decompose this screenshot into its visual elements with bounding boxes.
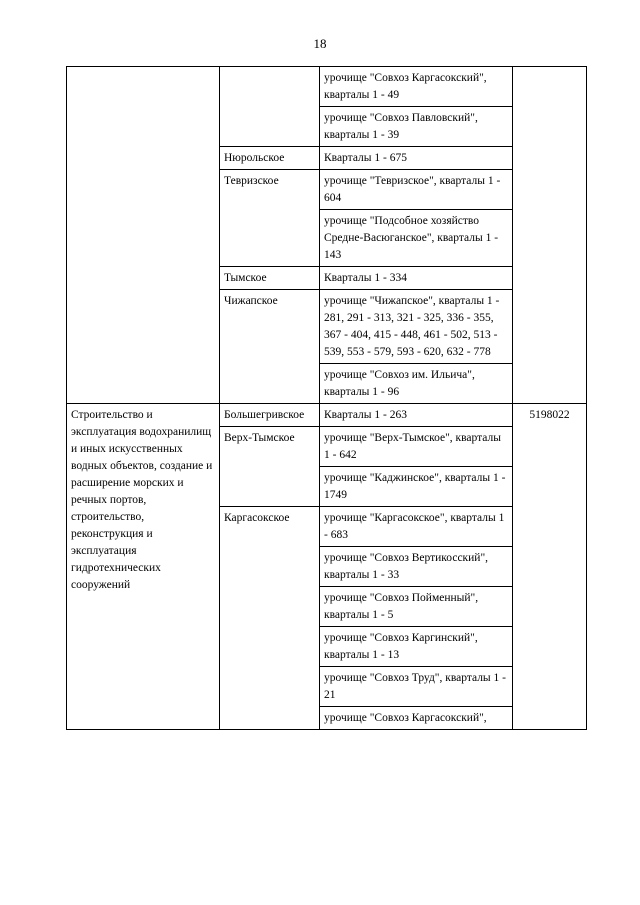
area-cell	[513, 67, 587, 404]
forestry-cell: Чижапское	[220, 290, 320, 404]
forestry-cell	[220, 67, 320, 147]
forestry-cell: Верх-Тымское	[220, 427, 320, 507]
tract-cell: урочище "Каргасокское", кварталы 1 - 683	[320, 507, 513, 547]
forestry-cell: Большегривское	[220, 404, 320, 427]
tract-cell: урочище "Совхоз Каргасокский", кварталы 1 - 49	[320, 67, 513, 107]
tract-cell: урочище "Совхоз Каргинский", кварталы 1 - 13	[320, 627, 513, 667]
tract-cell: урочище "Подсобное хозяйство Средне-Васюганское", кварталы 1 - 143	[320, 210, 513, 267]
forestry-cell: Тевризское	[220, 170, 320, 267]
forestry-cell: Тымское	[220, 267, 320, 290]
tract-cell: урочище "Совхоз Труд", кварталы 1 - 21	[320, 667, 513, 707]
tract-cell: урочище "Совхоз Вертикосский", кварталы 1 - 33	[320, 547, 513, 587]
area-cell: 5198022	[513, 404, 587, 730]
purpose-cell	[67, 67, 220, 404]
tract-cell: урочище "Каджинское", кварталы 1 - 1749	[320, 467, 513, 507]
tract-cell: урочище "Совхоз Каргасокский",	[320, 707, 513, 730]
purpose-cell: Строительство и эксплуатация водохранилищ и иных искусственных водных объектов, создание и расширение морских и речных портов, строительство, реконструкция и эксплуатация гидротехнических сооружений	[67, 404, 220, 730]
tract-cell: урочище "Совхоз им. Ильича", кварталы 1 - 96	[320, 364, 513, 404]
forestry-cell: Нюрольское	[220, 147, 320, 170]
tract-cell: Кварталы 1 - 675	[320, 147, 513, 170]
tract-cell: урочище "Верх-Тымское", кварталы 1 - 642	[320, 427, 513, 467]
table-row	[67, 404, 587, 427]
tract-cell: урочище "Чижапское", кварталы 1 - 281, 291 - 313, 321 - 325, 336 - 355, 367 - 404, 415 - 448, 461 - 502, 513 - 539, 553 - 579, 593 - 620, 632 - 778	[320, 290, 513, 364]
page-number: 18	[313, 36, 327, 51]
tract-cell: урочище "Совхоз Пойменный", кварталы 1 - 5	[320, 587, 513, 627]
tract-cell: Кварталы 1 - 334	[320, 267, 513, 290]
forestry-cell: Каргасокское	[220, 507, 320, 730]
table-row	[67, 67, 587, 107]
tract-cell: Кварталы 1 - 263	[320, 404, 513, 427]
tract-cell: урочище "Тевризское", кварталы 1 - 604	[320, 170, 513, 210]
forestry-table	[66, 66, 587, 730]
tract-cell: урочище "Совхоз Павловский", кварталы 1 - 39	[320, 107, 513, 147]
